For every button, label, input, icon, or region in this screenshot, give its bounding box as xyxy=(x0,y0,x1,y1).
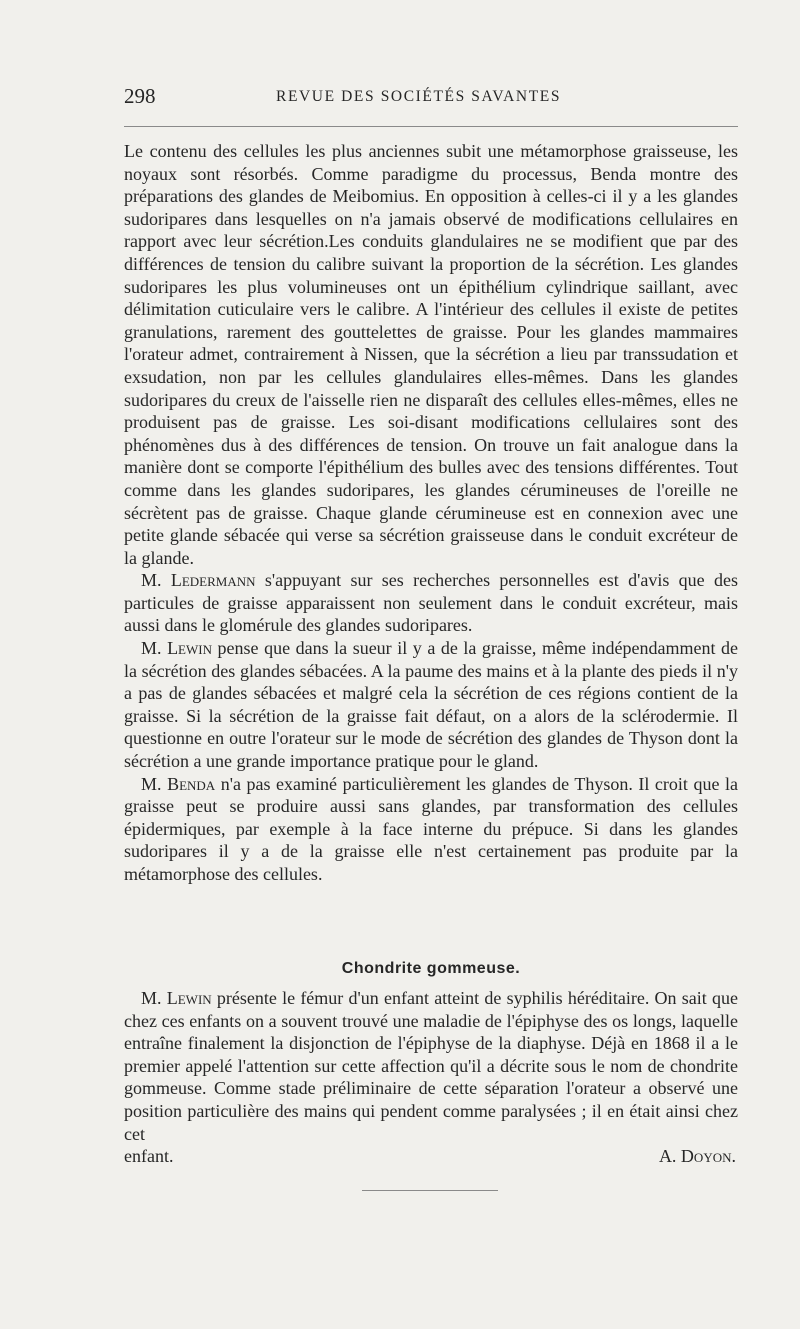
header-rule xyxy=(124,126,738,127)
paragraph: Le contenu des cellules les plus anciennes subit une métamorphose graisseuse, les noyaux sont résorbés. Comme paradigme du processus, Benda montre des préparations des glandes de Meibomius. En opposition à celles-ci il y a les glandes sudoripares dans lesquelles on n'a jamais observé de modifications cellulaires en rapport avec leur sécrétion.Les conduits glandulaires ne se modifient que par des différences de tension du calibre suivant la proportion de la sécrétion. Les glandes sudoripares les plus volumineuses ont un épithélium cylindrique saillant, avec délimitation cuticulaire vers le calibre. A l'intérieur des cellules il existe de petites granulations, rarement des gouttelettes de graisse. Pour les glandes mammaires l'orateur admet, contrairement à Nissen, que la sécrétion a lieu par transsudation et exsudation, non par les cellules glandulaires elles-mêmes. Dans les glandes sudoripares du creux de l'aisselle rien ne disparaît des cellules elles-mêmes, elles ne produisent pas de graisse. Les soi-disant modifications cellulaires sont des phénomènes dus à des différences de tension. On trouve un fait analogue dans la manière dont se comporte l'épithélium des bulles avec des tensions différentes. Tout comme dans les glandes sudoripares, les glandes cérumineuses de l'oreille ne sécrètent pas de graisse. Chaque glande cérumineuse est en connexion avec une petite glande sébacée qui verse sa sécrétion graisseuse dans le conduit excréteur de la glande. xyxy=(124,141,738,568)
paragraph xyxy=(124,987,738,1145)
paragraph xyxy=(124,569,738,637)
paragraph xyxy=(124,637,738,773)
author-signature: A. Doyon. xyxy=(658,1146,736,1167)
speaker-prefix: M. xyxy=(141,773,168,794)
paragraph-text: s'appuyant sur ses recherches personnelles est d'avis que des particules de graisse apparaissent non seulement dans le conduit excréteur, mais aussi dans le glomérule des glandes sudoripares. xyxy=(124,570,738,636)
section-text xyxy=(124,987,738,1168)
speaker-prefix: M. xyxy=(141,988,167,1008)
speaker-prefix: M. xyxy=(141,638,168,659)
section-title: Chondrite gommeuse. xyxy=(341,960,521,977)
paragraph-text: présente le fémur d'un enfant atteint de syphilis héréditaire. On sait que chez ces enfants on a souvent trouvé une maladie de l'épiphyse des os longs, laquelle entraîne finalement la disjonction de l'épiphyse de la diaphyse. Déjà en 1868 il a le premier appelé l'attention sur cette affection qu'il a décrite sous le nom de chondrite gommeuse. Comme stade préliminaire de cette séparation l'orateur a observé une position particulière des mains qui pendent comme paralysées ; il en était ainsi chez cet xyxy=(124,988,738,1144)
speaker-name: Benda xyxy=(167,773,216,794)
speaker-name: Ledermann xyxy=(170,570,256,591)
paragraph-text: pense que dans la sueur il y a de la graisse, même indépendamment de la sécrétion des glandes sébacées. A la paume des mains et à la plante des pieds il n'y a pas de glandes sébacées et malgré cela la sécrétion de ces régions contient de la graisse. Si la sécrétion de la graisse fait défaut, on a alors de la sclérodermie. Il questionne en outre l'orateur sur le mode de sécrétion des glandes de Thyson dont la sécrétion a une grande importance pratique pour le gland. xyxy=(124,638,738,772)
closing-line xyxy=(124,1145,738,1168)
paragraph-text: n'a pas examiné particulièrement les glandes de Thyson. Il croit que la graisse peut se produire aussi sans glandes, par transformation des cellules épidermiques, par exemple à la face interne du prépuce. Si dans les glandes sudoripares il y a de la graisse elle n'est certainement pas produite par la métamorphose des cellules. xyxy=(124,773,738,884)
end-rule xyxy=(362,1190,498,1191)
speaker-name: Lewin xyxy=(167,638,212,659)
main-text xyxy=(124,140,738,886)
page-number: 298 xyxy=(124,84,156,108)
running-title: REVUE DES SOCIÉTÉS SAVANTES xyxy=(276,88,562,105)
page-header xyxy=(124,84,738,110)
speaker-name: Lewin xyxy=(166,988,212,1008)
last-word: enfant. xyxy=(124,1146,174,1167)
speaker-prefix: M. xyxy=(141,570,171,591)
paragraph xyxy=(124,773,738,886)
